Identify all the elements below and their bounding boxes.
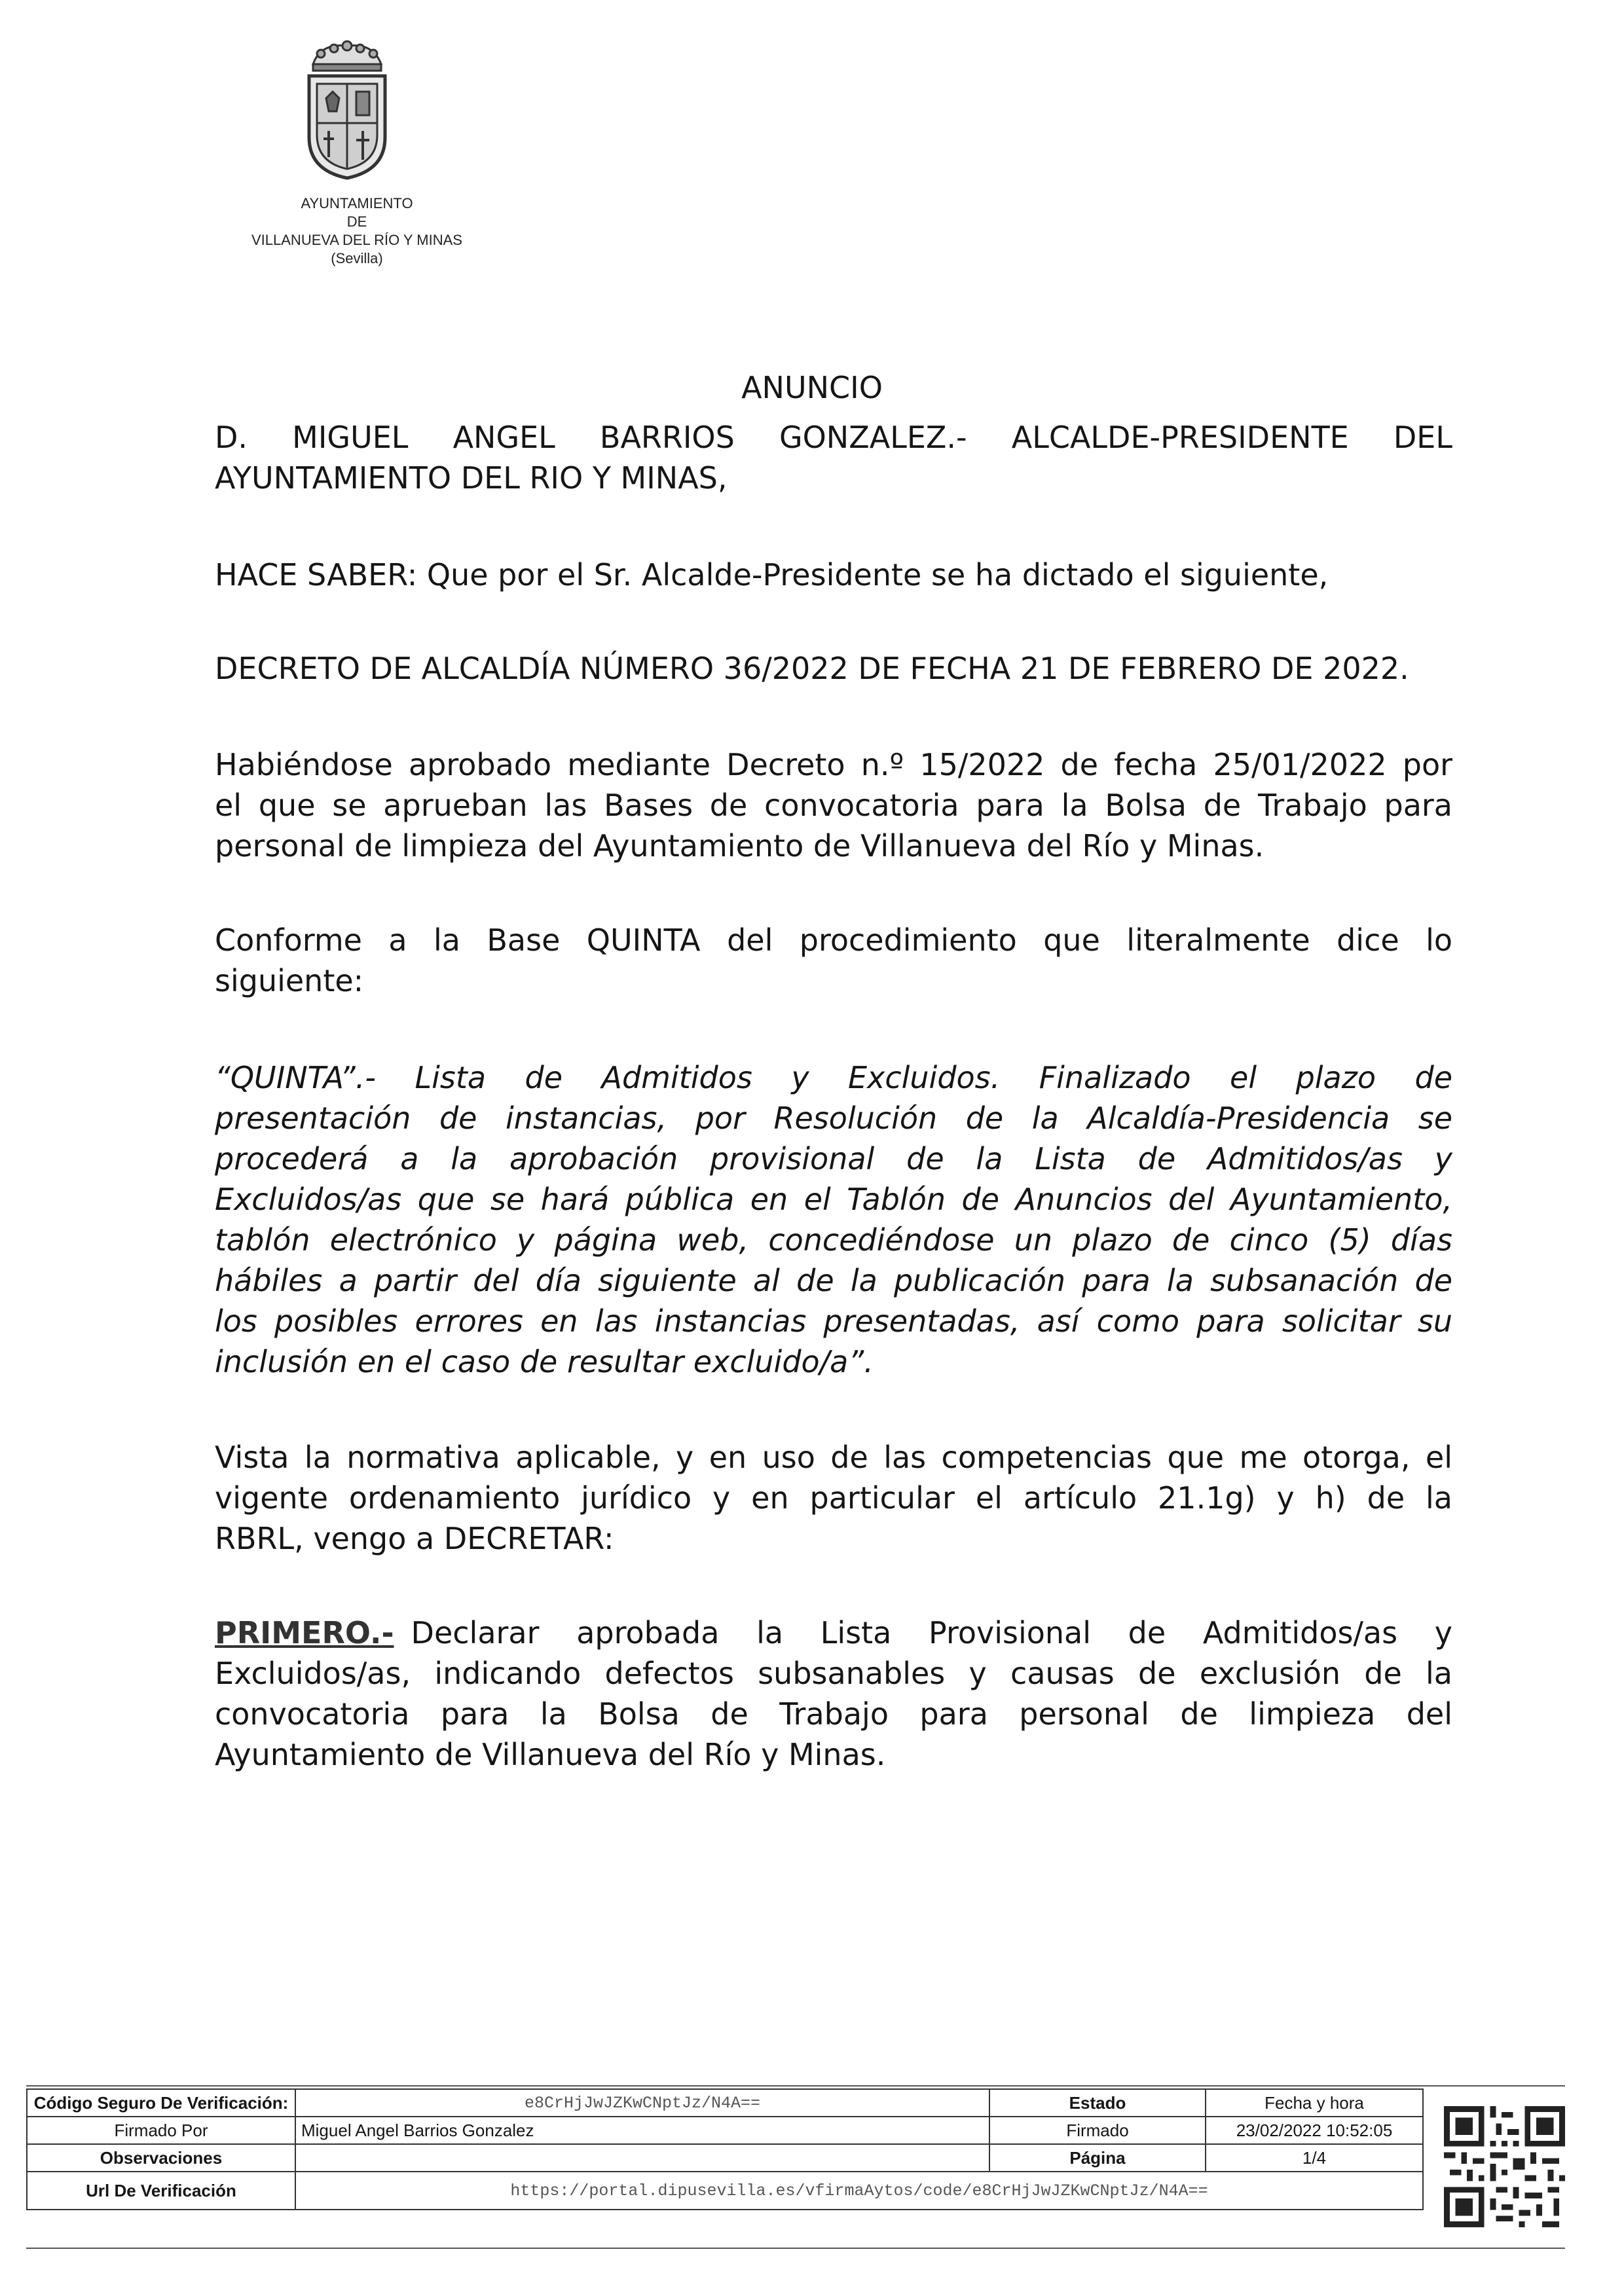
decreto-heading: DECRETO DE ALCALDÍA NÚMERO 36/2022 DE FECHA 21 DE FEBRERO DE 2022. <box>215 651 1409 686</box>
issuer-line <box>215 417 1452 458</box>
quinta-line: “QUINTA”.- Lista de Admitidos y Excluidos. Finalizado el plazo de <box>215 1060 1452 1095</box>
quinta-line: Excluidos/as que se hará pública en el Tablón de Anuncios del Ayuntamiento, <box>215 1182 1452 1217</box>
observaciones-value <box>295 2144 989 2172</box>
quinta-line: presentación de instancias, por Resolución de la Alcaldía-Presidencia se <box>215 1101 1452 1136</box>
table-row <box>27 2144 1423 2172</box>
table-row <box>27 2117 1423 2144</box>
quinta-line: inclusión en el caso de resultar excluido/a”. <box>215 1344 874 1379</box>
issuer-line-2: AYUNTAMIENTO DEL RIO Y MINAS, <box>215 460 728 496</box>
issuer-word: D. <box>215 420 248 455</box>
habiendose-line: el que se aprueban las Bases de convocatoria para la Bolsa de Trabajo para <box>215 788 1452 823</box>
municipality-province: (Sevilla) <box>331 250 383 266</box>
qr-code-icon <box>1444 2103 1565 2231</box>
pagina-value: 1/4 <box>1206 2144 1423 2172</box>
fecha-value: 23/02/2022 10:52:05 <box>1206 2117 1423 2144</box>
issuer-word: ANGEL <box>452 420 555 455</box>
issuer-word: GONZALEZ.- <box>779 420 967 455</box>
estado-label: Estado <box>989 2089 1206 2117</box>
municipality-name: AYUNTAMIENTO <box>301 195 413 211</box>
observaciones-label: Observaciones <box>27 2144 295 2172</box>
issuer-word: DEL <box>1393 420 1452 455</box>
codigo-value: e8CrHjJwJZKwCNptJz/N4A== <box>295 2089 989 2117</box>
url-value[interactable]: https://portal.dipusevilla.es/vfirmaAytos/code/e8CrHjJwJZKwCNptJz/N4A== <box>295 2172 1423 2210</box>
quinta-line: hábiles a partir del día siguiente al de la publicación para la subsanación de <box>215 1263 1452 1298</box>
codigo-label: Código Seguro De Verificación: <box>27 2089 295 2117</box>
primero-line: Excluidos/as, indicando defectos subsanables y causas de exclusión de la <box>215 1656 1452 1691</box>
vista-line: vigente ordenamiento jurídico y en particular el artículo 21.1g) y h) de la <box>215 1480 1452 1516</box>
primero-line: Ayuntamiento de Villanueva del Río y Minas. <box>215 1737 886 1772</box>
issuer-word: ALCALDE-PRESIDENTE <box>1011 420 1349 455</box>
firmado-value: Miguel Angel Barrios Gonzalez <box>295 2117 989 2144</box>
issuer-word: BARRIOS <box>599 420 735 455</box>
habiendose-line: Habiéndose aprobado mediante Decreto n.º 15/2022 de fecha 25/01/2022 por <box>215 747 1452 782</box>
issuer-word: MIGUEL <box>292 420 409 455</box>
conforme-line: siguiente: <box>215 963 364 998</box>
quinta-line: los posibles errores en las instancias presentadas, así como para solicitar su <box>215 1303 1452 1339</box>
vista-line: Vista la normativa aplicable, y en uso de las competencias que me otorga, el <box>215 1440 1452 1475</box>
quinta-line: tablón electrónico y página web, concediéndose un plazo de cinco (5) días <box>215 1222 1452 1258</box>
primero-line: convocatoria para la Bolsa de Trabajo para personal de limpieza del <box>215 1696 1452 1732</box>
habiendose-line: personal de limpieza del Ayuntamiento de Villanueva del Río y Minas. <box>215 828 1264 864</box>
url-label: Url De Verificación <box>27 2172 295 2210</box>
vista-line: RBRL, vengo a DECRETAR: <box>215 1521 614 1556</box>
pagina-label: Página <box>989 2144 1206 2172</box>
quinta-line: procederá a la aprobación provisional de la Lista de Admitidos/as y <box>215 1141 1452 1176</box>
primero-line-text: Declarar aprobada la Lista Provisional de Admitidos/as y <box>411 1615 1452 1650</box>
primero-line <box>215 1613 1452 1653</box>
estado-value: Firmado <box>989 2117 1206 2144</box>
coat-of-arms-icon <box>295 39 399 183</box>
primero-label: PRIMERO.- <box>215 1615 394 1650</box>
signature-table <box>26 2088 1424 2210</box>
firmado-label: Firmado Por <box>27 2117 295 2144</box>
table-row <box>27 2172 1423 2210</box>
municipality-de: DE <box>346 213 367 230</box>
fecha-label: Fecha y hora <box>1206 2089 1423 2117</box>
municipality-town: VILLANUEVA DEL RÍO Y MINAS <box>251 232 462 248</box>
conforme-line: Conforme a la Base QUINTA del procedimiento que literalmente dice lo <box>215 922 1452 958</box>
hace-saber-text: HACE SABER: Que por el Sr. Alcalde-Presidente se ha dictado el siguiente, <box>215 557 1329 592</box>
document-title: ANUNCIO <box>741 370 883 405</box>
table-row <box>27 2089 1423 2117</box>
